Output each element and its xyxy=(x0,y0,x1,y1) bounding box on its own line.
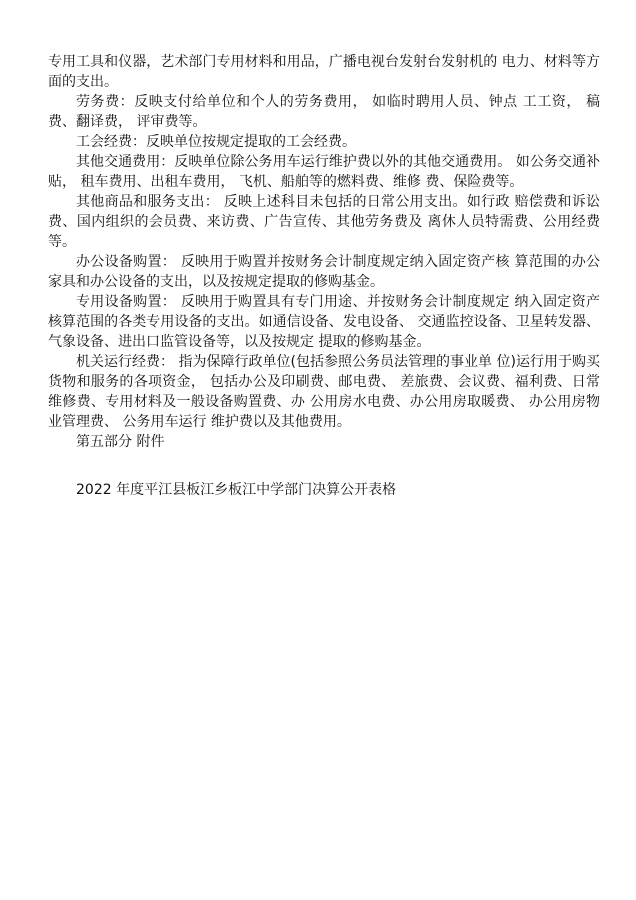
paragraph-union-fee: 工会经费：反映单位按规定提取的工会经费。 xyxy=(76,134,356,150)
paragraph-special-tools: 专用工具和仪器，艺术部门专用材料和用品，广播电视台发射台发射机的 电力、材料等方面的支出。 xyxy=(48,54,600,90)
section-spacer xyxy=(48,452,600,480)
paragraph-special-equipment: 专用设备购置： 反映用于购置具有专门用途、并按财务会计制度规定 纳入固定资产核算范围的各类专用设备的支出。如通信设备、发电设备、 交通监控设备、卫星转发器、气象设备、进出口监管设备等，以及按规定 提取的修购基金。 xyxy=(48,294,600,350)
paragraph-labor-fee: 劳务费：反映支付给单位和个人的劳务费用， 如临时聘用人员、钟点 工工资， 稿费、翻译费， 评审费等。 xyxy=(48,94,600,130)
document-body xyxy=(48,52,600,500)
paragraph-other-transport: 其他交通费用：反映单位除公务用车运行维护费以外的其他交通费用。 如公务交通补贴， 租车费用、出租车费用， 飞机、船舶等的燃料费、维修 费、保险费等。 xyxy=(48,154,600,190)
paragraph-other-goods-services: 其他商品和服务支出： 反映上述科目未包括的日常公用支出。如行政 赔偿费和诉讼费、国内组织的会员费、来访费、广告宣传、其他劳务费及 离休人员特需费、公用经费等。 xyxy=(48,194,600,250)
paragraph-office-equipment: 办公设备购置： 反映用于购置并按财务会计制度规定纳入固定资产核 算范围的办公家具和办公设备的支出，以及按规定提取的修购基金。 xyxy=(48,254,600,290)
paragraph-operating-expenses: 机关运行经费： 指为保障行政单位(包括参照公务员法管理的事业单 位)运行用于购买货物和服务的各项资金， 包括办公及印刷费、邮电费、 差旅费、会议费、福利费、日常维修费、专用材料及一般设备购置费、办 公用房水电费、办公用房取暖费、 办公用房物业管理费、 公务用车运行 维护费以及其他费用。 xyxy=(48,354,600,430)
annex-table-title: 2022 年度平江县板江乡板江中学部门决算公开表格 xyxy=(76,482,397,498)
part-five-title: 第五部分 附件 xyxy=(76,434,165,450)
